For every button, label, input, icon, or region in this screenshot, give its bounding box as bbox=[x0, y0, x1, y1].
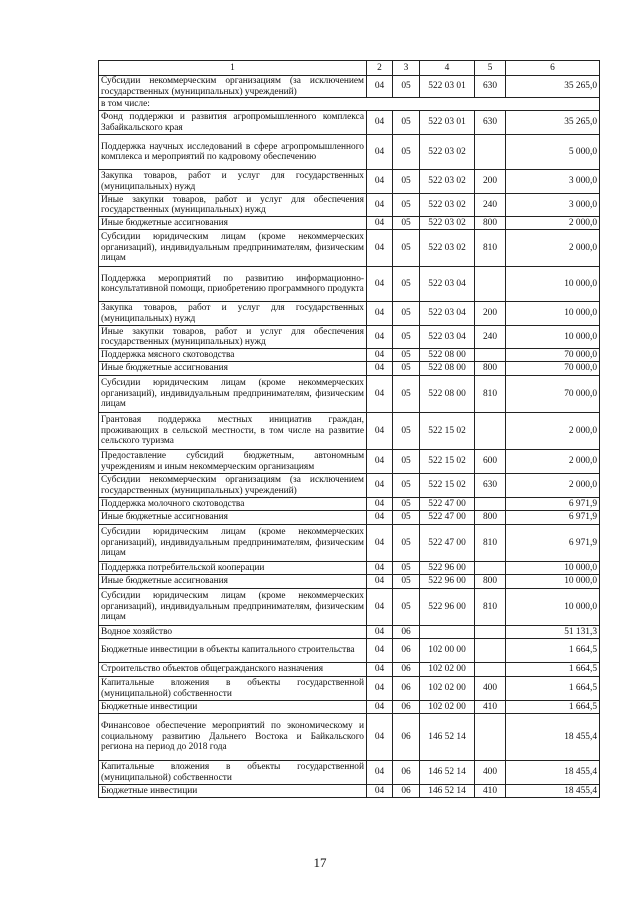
header-col-2: 2 bbox=[367, 61, 393, 76]
row-section: 04 bbox=[367, 135, 393, 170]
row-amount: 10 000,0 bbox=[506, 589, 600, 626]
row-subsection: 06 bbox=[393, 677, 420, 701]
row-subsection: 05 bbox=[393, 525, 420, 562]
table-row bbox=[99, 761, 600, 785]
row-name: Иные бюджетные ассигнования bbox=[99, 217, 367, 230]
row-expense-type: 800 bbox=[475, 217, 506, 230]
row-target-code: 522 03 04 bbox=[420, 326, 475, 349]
row-subsection: 05 bbox=[393, 575, 420, 589]
row-expense-type: 800 bbox=[475, 575, 506, 589]
table-row bbox=[99, 498, 600, 511]
row-expense-type: 400 bbox=[475, 677, 506, 701]
row-target-code: 146 52 14 bbox=[420, 714, 475, 761]
row-section: 04 bbox=[367, 639, 393, 663]
row-amount: 18 455,4 bbox=[506, 785, 600, 798]
row-expense-type: 200 bbox=[475, 170, 506, 194]
row-target-code: 522 08 00 bbox=[420, 376, 475, 413]
row-target-code: 522 08 00 bbox=[420, 349, 475, 362]
row-expense-type: 200 bbox=[475, 302, 506, 326]
row-name: Иные закупки товаров, работ и услуг для обеспечения государственных (муниципальных) нужд bbox=[99, 194, 367, 217]
row-subsection: 05 bbox=[393, 267, 420, 302]
header-col-1: 1 bbox=[99, 61, 367, 76]
row-section: 04 bbox=[367, 349, 393, 362]
row-amount: 10 000,0 bbox=[506, 575, 600, 589]
row-target-code: 522 03 02 bbox=[420, 135, 475, 170]
row-expense-type bbox=[475, 639, 506, 663]
row-amount: 1 664,5 bbox=[506, 701, 600, 714]
row-subsection: 05 bbox=[393, 135, 420, 170]
row-amount: 2 000,0 bbox=[506, 474, 600, 498]
row-name: в том числе: bbox=[99, 98, 600, 111]
row-target-code: 522 15 02 bbox=[420, 413, 475, 450]
table-row bbox=[99, 326, 600, 349]
table-row bbox=[99, 785, 600, 798]
row-name: Бюджетные инвестиции в объекты капитального строительства bbox=[99, 639, 367, 663]
row-amount: 51 131,3 bbox=[506, 626, 600, 639]
table-row bbox=[99, 626, 600, 639]
page-number: 17 bbox=[313, 855, 327, 870]
row-amount: 3 000,0 bbox=[506, 170, 600, 194]
row-section: 04 bbox=[367, 217, 393, 230]
row-section: 04 bbox=[367, 413, 393, 450]
row-section: 04 bbox=[367, 326, 393, 349]
row-subsection: 06 bbox=[393, 761, 420, 785]
row-expense-type bbox=[475, 135, 506, 170]
row-section: 04 bbox=[367, 362, 393, 376]
row-target-code: 522 96 00 bbox=[420, 575, 475, 589]
header-col-3: 3 bbox=[393, 61, 420, 76]
row-section: 04 bbox=[367, 302, 393, 326]
row-expense-type: 400 bbox=[475, 761, 506, 785]
row-target-code: 522 15 02 bbox=[420, 474, 475, 498]
row-name: Поддержка мероприятий по развитию информационно-консультативной помощи, приобретению программного продукта bbox=[99, 267, 367, 302]
row-expense-type: 810 bbox=[475, 589, 506, 626]
row-expense-type: 600 bbox=[475, 450, 506, 474]
row-amount: 2 000,0 bbox=[506, 217, 600, 230]
row-name: Иные бюджетные ассигнования bbox=[99, 511, 367, 525]
row-name: Субсидии юридическим лицам (кроме некоммерческих организаций), индивидуальным предпринимателям, физическим лицам bbox=[99, 589, 367, 626]
row-section: 04 bbox=[367, 230, 393, 267]
table-row bbox=[99, 450, 600, 474]
row-expense-type: 630 bbox=[475, 111, 506, 135]
row-name: Иные бюджетные ассигнования bbox=[99, 362, 367, 376]
row-section: 04 bbox=[367, 111, 393, 135]
row-amount: 5 000,0 bbox=[506, 135, 600, 170]
row-target-code: 522 03 01 bbox=[420, 111, 475, 135]
row-target-code: 522 47 00 bbox=[420, 498, 475, 511]
row-target-code: 522 03 02 bbox=[420, 217, 475, 230]
row-subsection: 05 bbox=[393, 230, 420, 267]
row-name: Субсидии некоммерческим организациям (за исключением государственных (муниципальных) учреждений) bbox=[99, 76, 367, 98]
row-subsection: 05 bbox=[393, 376, 420, 413]
row-amount: 10 000,0 bbox=[506, 326, 600, 349]
row-amount: 70 000,0 bbox=[506, 349, 600, 362]
row-expense-type: 410 bbox=[475, 785, 506, 798]
table-row bbox=[99, 413, 600, 450]
row-target-code: 522 03 02 bbox=[420, 170, 475, 194]
row-amount: 18 455,4 bbox=[506, 761, 600, 785]
row-section: 04 bbox=[367, 677, 393, 701]
row-subsection: 05 bbox=[393, 302, 420, 326]
row-amount: 1 664,5 bbox=[506, 663, 600, 677]
table-row bbox=[99, 362, 600, 376]
row-name: Субсидии юридическим лицам (кроме некоммерческих организаций), индивидуальным предпринимателям, физическим лицам bbox=[99, 525, 367, 562]
header-col-6: 6 bbox=[506, 61, 600, 76]
row-amount: 3 000,0 bbox=[506, 194, 600, 217]
row-subsection: 05 bbox=[393, 589, 420, 626]
row-name: Иные бюджетные ассигнования bbox=[99, 575, 367, 589]
row-target-code: 522 03 04 bbox=[420, 302, 475, 326]
row-subsection: 05 bbox=[393, 76, 420, 98]
table-row bbox=[99, 511, 600, 525]
row-target-code: 522 47 00 bbox=[420, 525, 475, 562]
row-subsection: 05 bbox=[393, 170, 420, 194]
row-amount: 10 000,0 bbox=[506, 302, 600, 326]
row-name: Фонд поддержки и развития агропромышленного комплекса Забайкальского края bbox=[99, 111, 367, 135]
row-subsection: 06 bbox=[393, 785, 420, 798]
row-section: 04 bbox=[367, 498, 393, 511]
row-amount: 2 000,0 bbox=[506, 450, 600, 474]
row-section: 04 bbox=[367, 575, 393, 589]
row-section: 04 bbox=[367, 701, 393, 714]
row-expense-type bbox=[475, 349, 506, 362]
row-subsection: 05 bbox=[393, 362, 420, 376]
table-row bbox=[99, 575, 600, 589]
row-expense-type: 240 bbox=[475, 194, 506, 217]
table-row bbox=[99, 525, 600, 562]
budget-table bbox=[98, 60, 600, 798]
row-subsection: 05 bbox=[393, 562, 420, 575]
row-amount: 6 971,9 bbox=[506, 511, 600, 525]
row-name: Иные закупки товаров, работ и услуг для обеспечения государственных (муниципальных) нужд bbox=[99, 326, 367, 349]
row-expense-type: 630 bbox=[475, 474, 506, 498]
table-row bbox=[99, 639, 600, 663]
header-col-4: 4 bbox=[420, 61, 475, 76]
row-expense-type: 800 bbox=[475, 511, 506, 525]
table-row bbox=[99, 76, 600, 98]
row-name: Бюджетные инвестиции bbox=[99, 785, 367, 798]
row-section: 04 bbox=[367, 663, 393, 677]
table-row bbox=[99, 98, 600, 111]
row-section: 04 bbox=[367, 267, 393, 302]
row-subsection: 05 bbox=[393, 450, 420, 474]
row-section: 04 bbox=[367, 511, 393, 525]
row-name: Капитальные вложения в объекты государственной (муниципальной) собственности bbox=[99, 761, 367, 785]
row-section: 04 bbox=[367, 714, 393, 761]
row-target-code bbox=[420, 626, 475, 639]
row-target-code: 146 52 14 bbox=[420, 785, 475, 798]
row-amount: 1 664,5 bbox=[506, 639, 600, 663]
row-expense-type: 810 bbox=[475, 376, 506, 413]
row-amount: 70 000,0 bbox=[506, 376, 600, 413]
row-subsection: 05 bbox=[393, 349, 420, 362]
row-subsection: 05 bbox=[393, 194, 420, 217]
row-section: 04 bbox=[367, 474, 393, 498]
row-subsection: 05 bbox=[393, 511, 420, 525]
row-expense-type bbox=[475, 626, 506, 639]
row-expense-type bbox=[475, 267, 506, 302]
table-body bbox=[99, 76, 600, 798]
row-section: 04 bbox=[367, 170, 393, 194]
table-row bbox=[99, 170, 600, 194]
row-expense-type: 240 bbox=[475, 326, 506, 349]
row-subsection: 06 bbox=[393, 714, 420, 761]
table-row bbox=[99, 474, 600, 498]
row-section: 04 bbox=[367, 785, 393, 798]
row-section: 04 bbox=[367, 76, 393, 98]
table-row bbox=[99, 562, 600, 575]
table-row bbox=[99, 135, 600, 170]
row-name: Водное хозяйство bbox=[99, 626, 367, 639]
row-name: Поддержка потребительской кооперации bbox=[99, 562, 367, 575]
row-name: Закупка товаров, работ и услуг для государственных (муниципальных) нужд bbox=[99, 170, 367, 194]
row-amount: 35 265,0 bbox=[506, 76, 600, 98]
row-expense-type: 630 bbox=[475, 76, 506, 98]
row-amount: 6 971,9 bbox=[506, 525, 600, 562]
row-section: 04 bbox=[367, 525, 393, 562]
row-target-code: 102 00 00 bbox=[420, 639, 475, 663]
row-name: Финансовое обеспечение мероприятий по экономическому и социальному развитию Дальнего Востока и Байкальского региона на период до 2018 года bbox=[99, 714, 367, 761]
row-name: Субсидии юридическим лицам (кроме некоммерческих организаций), индивидуальным предпринимателям, физическим лицам bbox=[99, 230, 367, 267]
row-expense-type bbox=[475, 498, 506, 511]
table-row bbox=[99, 663, 600, 677]
row-subsection: 05 bbox=[393, 111, 420, 135]
row-amount: 6 971,9 bbox=[506, 498, 600, 511]
header-row bbox=[99, 61, 600, 76]
row-name: Закупка товаров, работ и услуг для государственных (муниципальных) нужд bbox=[99, 302, 367, 326]
row-section: 04 bbox=[367, 376, 393, 413]
row-target-code: 522 03 02 bbox=[420, 194, 475, 217]
row-subsection: 05 bbox=[393, 326, 420, 349]
row-section: 04 bbox=[367, 194, 393, 217]
row-amount: 2 000,0 bbox=[506, 413, 600, 450]
row-expense-type bbox=[475, 413, 506, 450]
table-row bbox=[99, 677, 600, 701]
row-subsection: 06 bbox=[393, 626, 420, 639]
row-expense-type bbox=[475, 562, 506, 575]
table-row bbox=[99, 701, 600, 714]
row-subsection: 05 bbox=[393, 413, 420, 450]
row-target-code: 146 52 14 bbox=[420, 761, 475, 785]
row-subsection: 06 bbox=[393, 639, 420, 663]
table-row bbox=[99, 267, 600, 302]
row-expense-type bbox=[475, 663, 506, 677]
row-subsection: 05 bbox=[393, 474, 420, 498]
row-subsection: 06 bbox=[393, 663, 420, 677]
row-name: Субсидии некоммерческим организациям (за исключением государственных (муниципальных) учреждений) bbox=[99, 474, 367, 498]
row-target-code: 522 03 01 bbox=[420, 76, 475, 98]
table-row bbox=[99, 714, 600, 761]
row-amount: 10 000,0 bbox=[506, 267, 600, 302]
row-amount: 2 000,0 bbox=[506, 230, 600, 267]
row-expense-type bbox=[475, 714, 506, 761]
row-name: Поддержка научных исследований в сфере агропромышленного комплекса и мероприятий по кадровому обеспечению bbox=[99, 135, 367, 170]
row-amount: 35 265,0 bbox=[506, 111, 600, 135]
row-target-code: 522 15 02 bbox=[420, 450, 475, 474]
table-row bbox=[99, 376, 600, 413]
row-name: Строительство объектов общегражданского назначения bbox=[99, 663, 367, 677]
row-subsection: 05 bbox=[393, 498, 420, 511]
row-name: Грантовая поддержка местных инициатив граждан, проживающих в сельской местности, в том числе на развитие сельского туризма bbox=[99, 413, 367, 450]
row-section: 04 bbox=[367, 562, 393, 575]
row-amount: 10 000,0 bbox=[506, 562, 600, 575]
row-subsection: 06 bbox=[393, 701, 420, 714]
row-name: Поддержка молочного скотоводства bbox=[99, 498, 367, 511]
row-target-code: 522 96 00 bbox=[420, 562, 475, 575]
row-expense-type: 810 bbox=[475, 525, 506, 562]
row-section: 04 bbox=[367, 761, 393, 785]
row-target-code: 102 02 00 bbox=[420, 701, 475, 714]
table-row bbox=[99, 230, 600, 267]
row-subsection: 05 bbox=[393, 217, 420, 230]
row-amount: 1 664,5 bbox=[506, 677, 600, 701]
row-expense-type: 810 bbox=[475, 230, 506, 267]
row-target-code: 102 02 00 bbox=[420, 663, 475, 677]
row-amount: 70 000,0 bbox=[506, 362, 600, 376]
row-section: 04 bbox=[367, 450, 393, 474]
row-section: 04 bbox=[367, 626, 393, 639]
row-expense-type: 410 bbox=[475, 701, 506, 714]
row-name: Предоставление субсидий бюджетным, автономным учреждениям и иным некоммерческим организациям bbox=[99, 450, 367, 474]
row-target-code: 522 47 00 bbox=[420, 511, 475, 525]
row-target-code: 102 02 00 bbox=[420, 677, 475, 701]
row-name: Поддержка мясного скотоводства bbox=[99, 349, 367, 362]
row-amount: 18 455,4 bbox=[506, 714, 600, 761]
row-target-code: 522 03 04 bbox=[420, 267, 475, 302]
row-name: Бюджетные инвестиции bbox=[99, 701, 367, 714]
table-row bbox=[99, 349, 600, 362]
row-target-code: 522 03 02 bbox=[420, 230, 475, 267]
table-row bbox=[99, 302, 600, 326]
table-row bbox=[99, 111, 600, 135]
table-row bbox=[99, 194, 600, 217]
table-row bbox=[99, 589, 600, 626]
row-target-code: 522 08 00 bbox=[420, 362, 475, 376]
row-expense-type: 800 bbox=[475, 362, 506, 376]
table-row bbox=[99, 217, 600, 230]
row-target-code: 522 96 00 bbox=[420, 589, 475, 626]
row-section: 04 bbox=[367, 589, 393, 626]
row-name: Капитальные вложения в объекты государственной (муниципальной) собственности bbox=[99, 677, 367, 701]
row-name: Субсидии юридическим лицам (кроме некоммерческих организаций), индивидуальным предпринимателям, физическим лицам bbox=[99, 376, 367, 413]
header-col-5: 5 bbox=[475, 61, 506, 76]
